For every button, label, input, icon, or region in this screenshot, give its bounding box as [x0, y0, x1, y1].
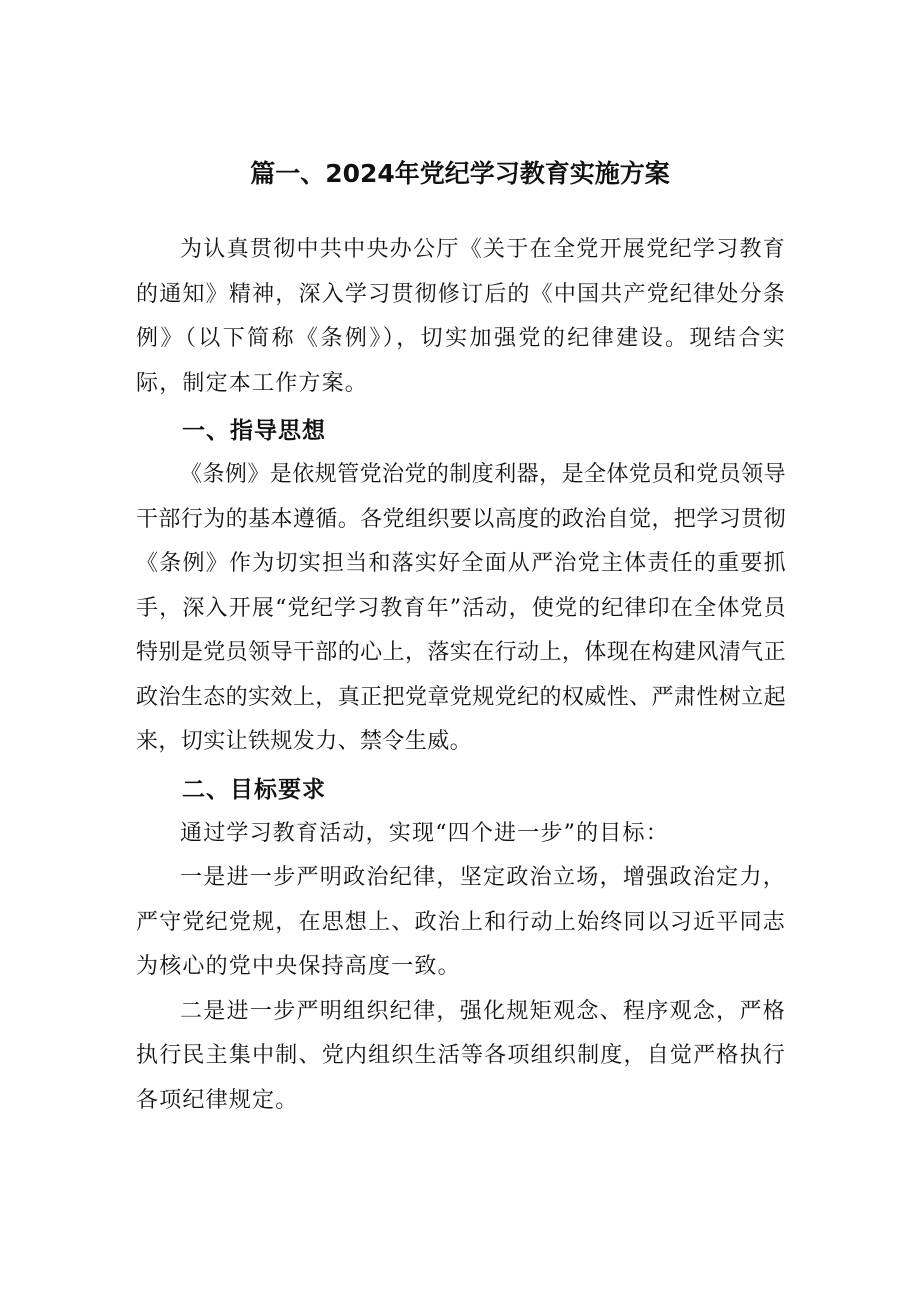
document-body: [136, 228, 786, 1123]
guiding-thought-paragraph: 《条例》是依规管党治党的制度利器，是全体党员和党员领导干部行为的基本遵循。各党组织要以高度的政治自觉，把学习贯彻《条例》作为切实担当和落实好全面从严治党主体责任的重要抓手，深入开展“党纪学习教育年”活动，使党的纪律印在全体党员特别是党员领导干部的心上，落实在行动上，体现在构建风清气正政治生态的实效上，真正把党章党规党纪的权威性、严肃性树立起来，切实让铁规发力、禁令生威。: [136, 462, 786, 754]
section-heading-goals: 二、目标要求: [182, 776, 326, 803]
goals-intro-paragraph: 通过学习教育活动，实现“四个进一步”的目标：: [180, 820, 669, 846]
section-heading-guiding-thought: 一、指导思想: [182, 418, 326, 444]
document-title: 篇一、2024年党纪学习教育实施方案: [250, 159, 670, 188]
intro-paragraph: 为认真贯彻中共中央办公厅《关于在全党开展党纪学习教育的通知》精神，深入学习贯彻修订后的《中国共产党纪律处分条例》（以下简称《条例》），切实加强党的纪律建设。现结合实际，制定本工作方案。: [136, 237, 786, 396]
goal-one-paragraph: 一是进一步严明政治纪律，坚定政治立场，增强政治定力，严守党纪党规，在思想上、政治上和行动上始终同以习近平同志为核心的党中央保持高度一致。: [136, 865, 786, 979]
goal-two-paragraph: 二是进一步严明组织纪律，强化规矩观念、程序观念，严格执行民主集中制、党内组织生活等各项组织制度，自觉严格执行各项纪律规定。: [136, 998, 786, 1113]
